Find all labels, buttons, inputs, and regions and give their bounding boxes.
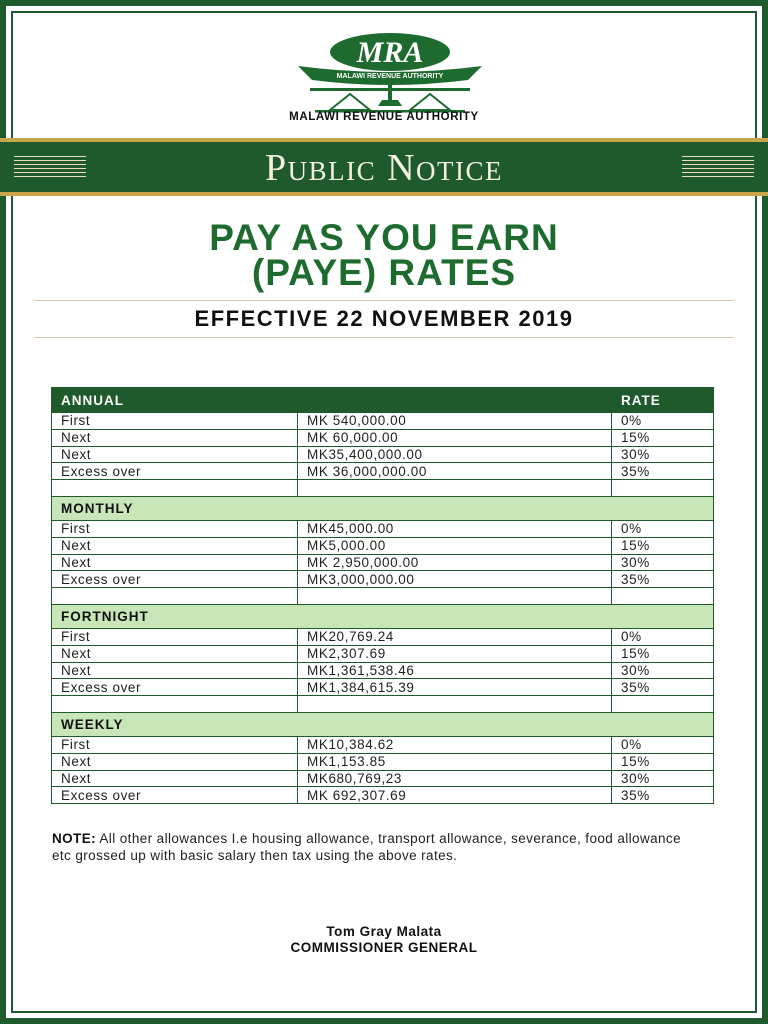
- section-row-fortnight: [52, 604, 714, 628]
- table-row: [52, 753, 714, 770]
- row-label: Excess over: [52, 787, 298, 804]
- effective-date: EFFECTIVE 22 NOVEMBER 2019: [194, 306, 574, 331]
- table-row: [52, 787, 714, 804]
- signatory-title: COMMISSIONER GENERAL: [290, 940, 478, 955]
- row-amount: MK680,769,23: [298, 770, 612, 787]
- section-row-monthly: [52, 496, 714, 520]
- table-row: [52, 736, 714, 753]
- row-rate: 30%: [612, 662, 714, 679]
- banner-title: Public Notice: [264, 147, 504, 189]
- row-rate: 30%: [612, 770, 714, 787]
- table-spacer-row: [52, 696, 714, 713]
- row-rate: 35%: [612, 679, 714, 696]
- headline-line-2: (PAYE) RATES: [251, 252, 517, 293]
- row-amount: MK10,384.62: [298, 736, 612, 753]
- row-amount: MK 540,000.00: [298, 413, 612, 430]
- table-spacer-row: [52, 480, 714, 497]
- banner-stripes-left: [14, 156, 86, 178]
- row-label: Next: [52, 770, 298, 787]
- row-amount: MK20,769.24: [298, 628, 612, 645]
- table-row: [52, 463, 714, 480]
- row-rate: 35%: [612, 571, 714, 588]
- row-label: Next: [52, 662, 298, 679]
- row-label: Next: [52, 429, 298, 446]
- row-amount: MK3,000,000.00: [298, 571, 612, 588]
- table-row: [52, 628, 714, 645]
- row-amount: MK 692,307.69: [298, 787, 612, 804]
- table-row: [52, 413, 714, 430]
- public-notice-banner: [0, 138, 768, 196]
- table-row: [52, 645, 714, 662]
- header-annual: ANNUAL: [52, 388, 298, 413]
- table-row: [52, 520, 714, 537]
- divider-bottom: [34, 337, 734, 338]
- row-rate: 35%: [612, 463, 714, 480]
- section-title: FORTNIGHT: [52, 604, 714, 628]
- row-label: Next: [52, 753, 298, 770]
- signature-block: [0, 924, 768, 956]
- row-rate: 0%: [612, 736, 714, 753]
- row-label: Excess over: [52, 571, 298, 588]
- row-label: Excess over: [52, 463, 298, 480]
- table-row: [52, 446, 714, 463]
- row-label: First: [52, 520, 298, 537]
- row-label: First: [52, 413, 298, 430]
- table-spacer-row: [52, 588, 714, 605]
- row-amount: MK45,000.00: [298, 520, 612, 537]
- headline: [0, 217, 768, 293]
- row-rate: 0%: [612, 520, 714, 537]
- row-label: Excess over: [52, 679, 298, 696]
- row-label: Next: [52, 554, 298, 571]
- organization-name: MALAWI REVENUE AUTHORITY: [289, 111, 479, 123]
- row-rate: 15%: [612, 537, 714, 554]
- note-text: All other allowances I.e housing allowance, transport allowance, severance, food allowance etc grossed up with basic salary then tax using the above rates.: [52, 831, 681, 863]
- table-row: [52, 429, 714, 446]
- table-row: [52, 554, 714, 571]
- row-amount: MK 2,950,000.00: [298, 554, 612, 571]
- divider-top: [34, 300, 734, 301]
- row-rate: 0%: [612, 628, 714, 645]
- note-paragraph: [52, 831, 692, 864]
- row-rate: 30%: [612, 446, 714, 463]
- headline-line-1: PAY AS YOU EARN: [209, 217, 559, 258]
- table-row: [52, 571, 714, 588]
- section-title: MONTHLY: [52, 496, 714, 520]
- row-label: First: [52, 628, 298, 645]
- mra-logo: [290, 28, 490, 113]
- row-amount: MK1,361,538.46: [298, 662, 612, 679]
- signatory-name: Tom Gray Malata: [326, 924, 442, 939]
- table-row: [52, 679, 714, 696]
- banner-stripes-right: [682, 156, 754, 178]
- row-rate: 15%: [612, 753, 714, 770]
- row-rate: 30%: [612, 554, 714, 571]
- row-rate: 0%: [612, 413, 714, 430]
- row-amount: MK1,153.85: [298, 753, 612, 770]
- row-amount: MK2,307.69: [298, 645, 612, 662]
- row-label: Next: [52, 446, 298, 463]
- row-rate: 15%: [612, 429, 714, 446]
- row-rate: 15%: [612, 645, 714, 662]
- row-amount: MK1,384,615.39: [298, 679, 612, 696]
- logo-letters: MRA: [356, 36, 424, 69]
- table-row: [52, 770, 714, 787]
- note-label: NOTE:: [52, 831, 96, 846]
- row-amount: MK5,000.00: [298, 537, 612, 554]
- row-amount: MK 60,000.00: [298, 429, 612, 446]
- row-label: Next: [52, 537, 298, 554]
- row-amount: MK 36,000,000.00: [298, 463, 612, 480]
- row-rate: 35%: [612, 787, 714, 804]
- row-amount: MK35,400,000.00: [298, 446, 612, 463]
- table-header-row: [52, 388, 714, 413]
- row-label: Next: [52, 645, 298, 662]
- header-amount: [298, 388, 612, 413]
- header-rate: RATE: [612, 388, 714, 413]
- section-row-weekly: [52, 712, 714, 736]
- section-title: WEEKLY: [52, 712, 714, 736]
- row-label: First: [52, 736, 298, 753]
- logo-ribbon-text: MALAWI REVENUE AUTHORITY: [336, 73, 444, 80]
- table-row: [52, 662, 714, 679]
- paye-rates-table: [51, 387, 714, 804]
- table-row: [52, 537, 714, 554]
